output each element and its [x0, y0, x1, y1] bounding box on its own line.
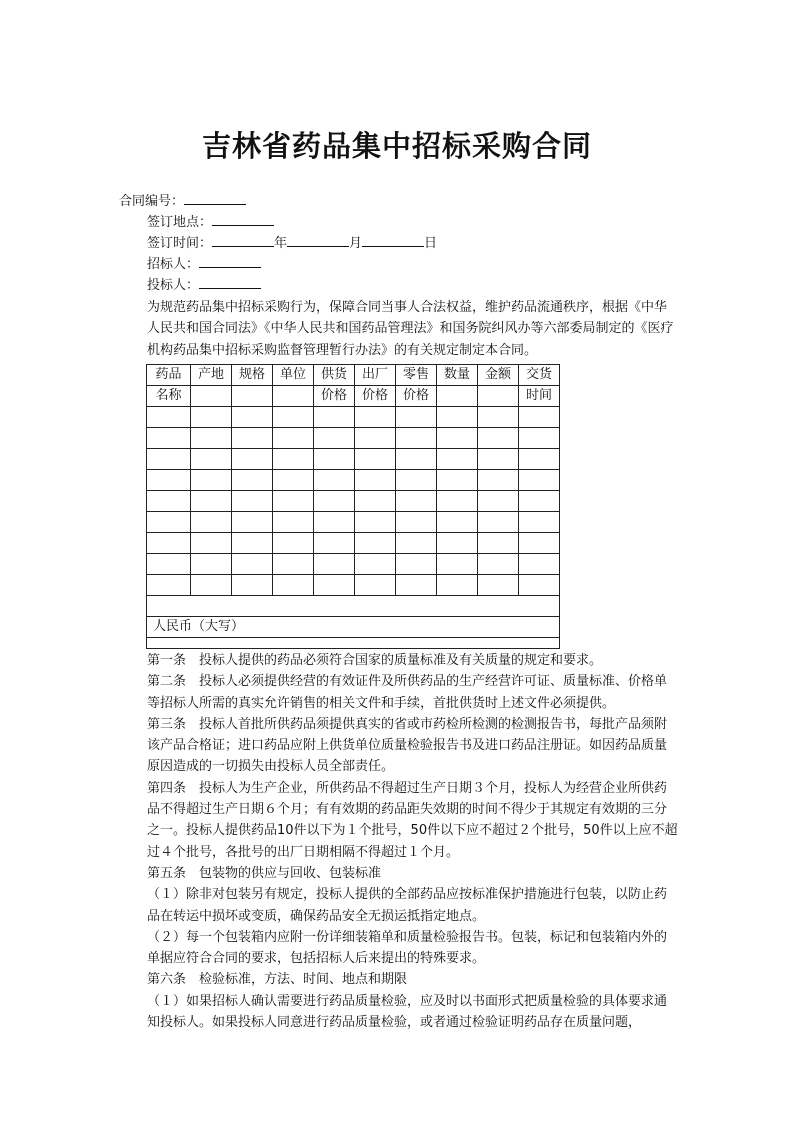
table-cell — [273, 407, 314, 428]
month-blank — [287, 233, 349, 247]
table-cell — [478, 407, 519, 428]
table-cell — [147, 407, 191, 428]
table-cell — [273, 428, 314, 449]
table-cell — [519, 449, 560, 470]
header-cell: 名称 — [147, 386, 191, 407]
table-cell — [147, 512, 191, 533]
article-3: 第三条 投标人首批所供药品须提供真实的省或市药检所检测的检测报告书，每批产品须附该产品合格证；进口药品应附上供货单位质量检验报告书及进口药品注册证。如因药品质量原因造成的一切损失由投标人员全部责任。 — [147, 716, 668, 775]
table-cell — [478, 428, 519, 449]
sign-place-blank — [212, 212, 274, 226]
table-cell — [191, 554, 232, 575]
tenderer-line — [147, 254, 261, 275]
table-cell — [232, 533, 273, 554]
table-row — [147, 512, 560, 533]
table-row — [147, 638, 560, 649]
table-cell — [191, 407, 232, 428]
table-cell — [437, 512, 478, 533]
table-cell — [396, 470, 437, 491]
header-cell: 数量 — [437, 365, 478, 386]
table-cell — [232, 470, 273, 491]
table-row — [147, 470, 560, 491]
header-cell — [191, 386, 232, 407]
table-cell — [191, 470, 232, 491]
sign-place-label: 签订地点： — [147, 215, 213, 230]
table-cell — [478, 533, 519, 554]
intro-text: 为规范药品集中招标采购行为，保障合同当事人合法权益，维护药品流通秩序，根据《中华人民共和国合同法》《中华人民共和国药品管理法》和国务院纠风办等六部委局制定的《医疗机构药品集中招标采购监督管理暂行办法》的有关规定制定本合同。 — [147, 300, 674, 358]
table-cell — [314, 491, 355, 512]
article-6-item-1: （１）如果招标人确认需要进行药品质量检验，应及时以书面形式把质量检验的具体要求通知投标人。如果投标人同意进行药品质量检验，或者通过检验证明药品存在质量问题， — [147, 993, 668, 1031]
table-cell — [191, 512, 232, 533]
table-cell — [478, 575, 519, 596]
table-cell — [437, 407, 478, 428]
table-cell — [396, 533, 437, 554]
table-row — [147, 533, 560, 554]
article-2: 第二条 投标人必须提供经营的有效证件及所供药品的生产经营许可证、质量标准、价格单等招标人所需的真实允许销售的相关文件和手续，首批供货时上述文件必须提供。 — [147, 674, 668, 711]
table-cell — [147, 638, 560, 649]
table-cell — [396, 449, 437, 470]
total-row — [147, 617, 560, 638]
article-1: 第一条 投标人提供的药品必须符合国家的质量标准及有关质量的规定和要求。 — [147, 653, 603, 668]
day-label: 日 — [424, 236, 438, 251]
article-5: 第五条 包装物的供应与回收、包装标准 — [147, 865, 382, 881]
table-cell — [355, 470, 396, 491]
table-cell — [314, 533, 355, 554]
table-cell — [437, 428, 478, 449]
header-cell: 产地 — [191, 365, 232, 386]
table-cell — [147, 554, 191, 575]
table-cell — [273, 575, 314, 596]
table-cell — [273, 449, 314, 470]
document-title: 吉林省药品集中招标采购合同 — [201, 129, 592, 163]
table-cell — [478, 491, 519, 512]
table-row — [147, 491, 560, 512]
table-cell — [396, 428, 437, 449]
header-cell: 价格 — [314, 386, 355, 407]
table-cell — [314, 470, 355, 491]
table-cell — [273, 554, 314, 575]
table-cell — [314, 554, 355, 575]
table-row — [147, 575, 560, 596]
table-cell — [519, 554, 560, 575]
table-cell — [191, 428, 232, 449]
table-cell — [396, 554, 437, 575]
drug-table — [146, 364, 560, 649]
header-cell: 价格 — [355, 386, 396, 407]
table-cell — [478, 512, 519, 533]
table-cell — [232, 449, 273, 470]
articles — [119, 650, 679, 1033]
table-cell — [519, 575, 560, 596]
table-cell — [478, 449, 519, 470]
header-cell — [232, 386, 273, 407]
table-cell — [191, 491, 232, 512]
table-cell — [314, 407, 355, 428]
table-cell — [355, 407, 396, 428]
table-cell — [232, 554, 273, 575]
table-cell — [147, 449, 191, 470]
table-cell — [355, 512, 396, 533]
intro-paragraph — [119, 297, 679, 361]
header-cell: 规格 — [232, 365, 273, 386]
table-cell — [519, 428, 560, 449]
table-row — [147, 449, 560, 470]
table-cell — [396, 575, 437, 596]
table-cell — [232, 428, 273, 449]
header-cell: 出厂 — [355, 365, 396, 386]
table-cell — [396, 491, 437, 512]
header-cell — [273, 386, 314, 407]
table-cell — [232, 491, 273, 512]
table-cell — [191, 533, 232, 554]
table-cell — [147, 575, 191, 596]
table-cell — [355, 554, 396, 575]
header-cell: 交货 — [519, 365, 560, 386]
table-cell — [273, 533, 314, 554]
table-header-row-2 — [147, 386, 560, 407]
contract-no-line — [119, 191, 246, 212]
table-cell — [478, 554, 519, 575]
table-cell — [232, 407, 273, 428]
header-cell — [478, 386, 519, 407]
table-cell — [273, 470, 314, 491]
tenderer-blank — [199, 254, 261, 268]
bidder-line — [147, 275, 261, 296]
month-label: 月 — [349, 236, 363, 251]
contract-no-blank — [184, 191, 246, 205]
day-blank — [362, 233, 424, 247]
table-cell — [147, 596, 560, 617]
contract-no-label: 合同编号： — [119, 194, 185, 209]
header-cell: 药品 — [147, 365, 191, 386]
bidder-label: 投标人： — [147, 278, 200, 293]
table-cell — [314, 449, 355, 470]
table-cell — [437, 575, 478, 596]
header-cell: 金额 — [478, 365, 519, 386]
table-cell — [355, 575, 396, 596]
article-5-item-2: （２）每一个包装箱内应附一份详细装箱单和质量检验报告书。包装，标记和包装箱内外的单据应符合合同的要求，包括招标人后来提出的特殊要求。 — [147, 929, 668, 967]
table-row — [147, 428, 560, 449]
table-cell — [147, 428, 191, 449]
table-row — [147, 596, 560, 617]
table-cell — [232, 512, 273, 533]
table-cell — [273, 491, 314, 512]
table-cell — [314, 512, 355, 533]
year-label: 年 — [274, 236, 288, 251]
bidder-blank — [199, 275, 261, 289]
table-header-row-1 — [147, 365, 560, 386]
header-cell: 价格 — [396, 386, 437, 407]
table-cell — [314, 575, 355, 596]
header-cell: 供货 — [314, 365, 355, 386]
sign-time-label: 签订时间： — [147, 236, 213, 251]
table-cell — [437, 554, 478, 575]
table-cell — [314, 428, 355, 449]
header-cell: 时间 — [519, 386, 560, 407]
table-cell — [355, 491, 396, 512]
table-cell — [147, 491, 191, 512]
table-cell — [519, 512, 560, 533]
table-row — [147, 554, 560, 575]
table-cell — [396, 407, 437, 428]
header-cell: 零售 — [396, 365, 437, 386]
table-cell — [191, 449, 232, 470]
tenderer-label: 招标人： — [147, 257, 200, 272]
header-cell — [437, 386, 478, 407]
table-cell — [519, 533, 560, 554]
table-cell — [519, 491, 560, 512]
total-label: 人民币（大写） — [147, 617, 560, 638]
table-cell — [437, 449, 478, 470]
table-cell — [437, 470, 478, 491]
year-blank — [212, 233, 274, 247]
header-cell: 单位 — [273, 365, 314, 386]
table-cell — [355, 449, 396, 470]
table-cell — [355, 428, 396, 449]
article-5-item-1: （１）除非对包装另有规定，投标人提供的全部药品应按标准保护措施进行包装，以防止药品在转运中损坏或变质，确保药品安全无损运抵指定地点。 — [147, 887, 668, 924]
table-cell — [191, 575, 232, 596]
sign-place-line — [147, 212, 274, 233]
table-cell — [437, 533, 478, 554]
table-cell — [147, 533, 191, 554]
table-cell — [478, 470, 519, 491]
table-cell — [273, 512, 314, 533]
table-cell — [147, 470, 191, 491]
article-4: 第四条 投标人为生产企业，所供药品不得超过生产日期３个月，投标人为经营企业所供药品不得超过生产日期６个月；有有效期的药品距失效期的时间不得少于其规定有效期的三分之一。投标人提供药品10件以下为１个批号，50件以下应不超过２个批号，50件以上应不超过４个批号，各批号的出厂日期相隔不得超过１个月。 — [147, 780, 678, 860]
table-row — [147, 407, 560, 428]
table-cell — [437, 491, 478, 512]
article-6: 第六条 检验标准，方法、时间、地点和期限 — [147, 972, 408, 988]
table-cell — [519, 407, 560, 428]
table-cell — [396, 512, 437, 533]
table-cell — [355, 533, 396, 554]
sign-time-line — [147, 233, 437, 254]
table-cell — [519, 470, 560, 491]
table-cell — [232, 575, 273, 596]
